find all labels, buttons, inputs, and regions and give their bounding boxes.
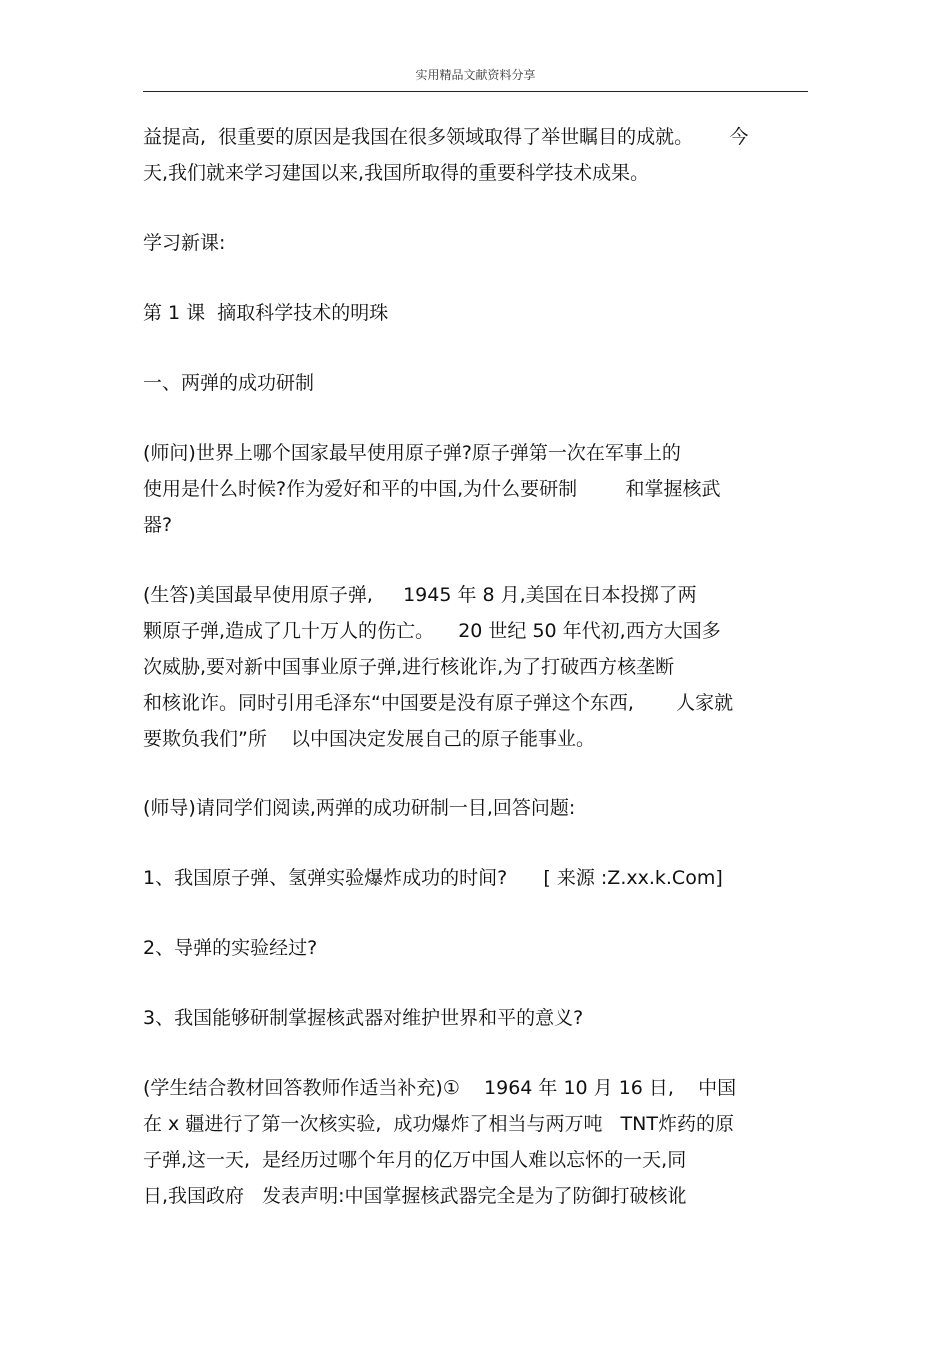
text-line: (师问)世界上哪个国家最早使用原子弹?原子弹第一次在军事上的 [143,442,681,464]
page-header: 实用精品文献资料分享 [415,68,536,82]
text-line: 益提高, 很重要的原因是我国在很多领域取得了举世瞩目的成就。 今 [143,126,749,148]
text-line: 在 x 疆进行了第一次核实验, 成功爆炸了相当与两万吨 TNT炸药的原 [143,1113,734,1135]
text-line: 次威胁,要对新中国事业原子弹,进行核讹诈,为了打破西方核垄断 [143,656,675,678]
question-item: 1、我国原子弹、氢弹实验爆炸成功的时间? [ 来源 :Z.xx.k.Com] [143,867,723,889]
text-line: 使用是什么时候?作为爱好和平的中国,为什么要研制 和掌握核武 [143,478,721,500]
text-line: 颗原子弹,造成了几十万人的伤亡。 20 世纪 50 年代初,西方大国多 [143,620,721,642]
text-line: 要欺负我们”所 以中国决定发展自己的原子能事业。 [143,728,596,750]
question-item: 2、导弹的实验经过? [143,937,318,959]
question-item: 3、我国能够研制掌握核武器对维护世界和平的意义? [143,1007,584,1029]
text-line: 日,我国政府 发表声明:中国掌握核武器完全是为了防御打破核讹 [143,1185,687,1207]
text-line: (师导)请同学们阅读,两弹的成功研制一目,回答问题: [143,797,576,819]
text-line: 天,我们就来学习建国以来,我国所取得的重要科学技术成果。 [143,162,650,184]
text-line: 子弹,这一天, 是经历过哪个年月的亿万中国人难以忘怀的一天,同 [143,1149,687,1171]
text-line: (生答)美国最早使用原子弹, 1945 年 8 月,美国在日本投掷了两 [143,584,697,606]
text-line: 和核讹诈。同时引用毛泽东“中国要是没有原子弹这个东西, 人家就 [143,692,734,714]
text-line: 器? [143,514,173,536]
section-heading: 一、两弹的成功研制 [143,372,315,394]
lesson-title: 第 1 课 摘取科学技术的明珠 [143,302,389,324]
section-heading: 学习新课: [143,232,226,254]
header-divider [143,91,808,92]
text-line: (学生结合教材回答教师作适当补充)① 1964 年 10 月 16 日, 中国 [143,1077,737,1099]
